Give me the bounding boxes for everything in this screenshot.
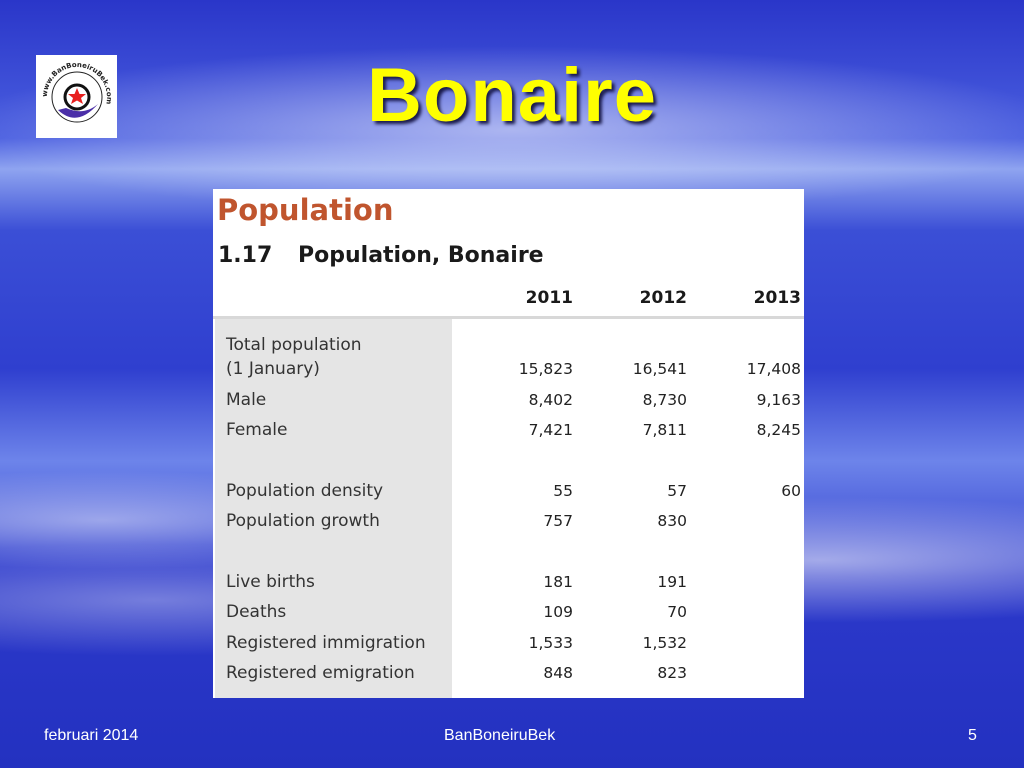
table-cell: 181	[543, 573, 573, 591]
table-caption-number: 1.17	[218, 243, 273, 268]
row-label: Deaths	[226, 602, 287, 622]
year-header: 2012	[639, 288, 687, 308]
table-cell: 60	[781, 482, 801, 500]
table-cell: 830	[657, 512, 687, 530]
table-cell: 757	[543, 512, 573, 530]
table-cell: 8,245	[756, 421, 801, 439]
table-cell: 848	[543, 664, 573, 682]
table-cell: 1,533	[528, 634, 573, 652]
table-cell: 8,402	[528, 391, 573, 409]
row-label: Live births	[226, 572, 315, 592]
year-header: 2013	[753, 288, 801, 308]
table-cell: 191	[657, 573, 687, 591]
row-label: Registered emigration	[226, 663, 415, 683]
table-cell: 8,730	[642, 391, 687, 409]
table-cell: 7,811	[642, 421, 687, 439]
table-cell: 55	[553, 482, 573, 500]
table-cell: 7,421	[528, 421, 573, 439]
table-cell: 823	[657, 664, 687, 682]
row-label: Male	[226, 390, 267, 410]
footer-center-text: BanBoneiruBek	[444, 727, 556, 744]
table-cell: 9,163	[756, 391, 801, 409]
row-label: Registered immigration	[226, 633, 426, 653]
table-caption	[218, 243, 544, 268]
row-label: Population density	[226, 481, 384, 501]
slide-number: 5	[968, 727, 977, 744]
slide-title: Bonaire	[367, 53, 657, 138]
row-label: Total population (1 January)	[226, 335, 362, 379]
section-title: Population	[217, 193, 394, 227]
table-cell: 17,408	[746, 360, 801, 378]
footer-date: februari 2014	[44, 727, 139, 744]
population-table	[213, 189, 804, 698]
table-cell: 1,532	[642, 634, 687, 652]
table-cell: 16,541	[632, 360, 687, 378]
table-cell: 109	[543, 603, 573, 621]
table-caption-title: Population, Bonaire	[298, 243, 544, 268]
table-cell: 57	[667, 482, 687, 500]
year-header: 2011	[525, 288, 573, 308]
row-label: Female	[226, 420, 288, 440]
table-cell: 15,823	[518, 360, 573, 378]
table-cell: 70	[667, 603, 687, 621]
row-label: Population growth	[226, 511, 380, 531]
logo-ring-text: www.BanBoneiruBek.com	[40, 60, 113, 105]
